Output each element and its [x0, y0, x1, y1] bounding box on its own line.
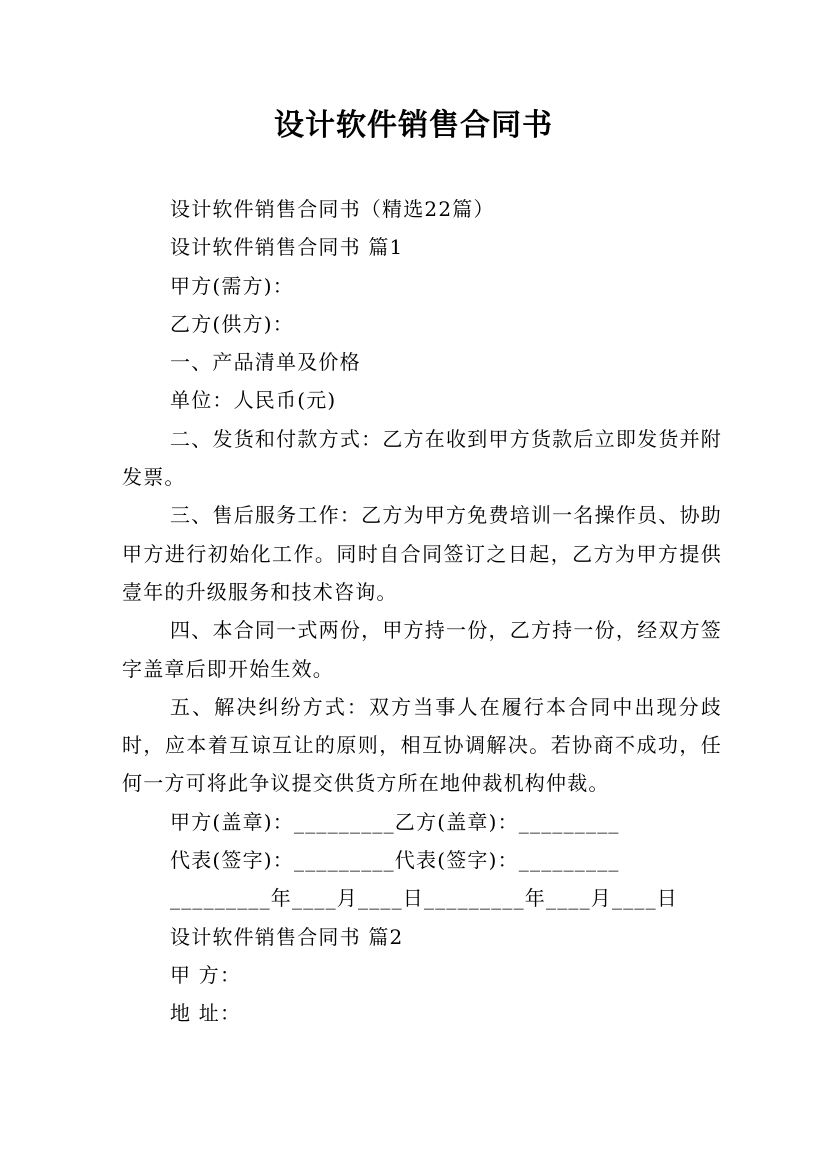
section-heading-2: 设计软件销售合同书 篇2 — [170, 924, 404, 949]
party-a-line-2: 甲 方： — [170, 962, 242, 987]
date-line: _________年____月____日_________年____月____日 — [170, 886, 678, 911]
subtitle-line: 设计软件销售合同书（精选22篇） — [170, 197, 495, 221]
clause-4-paragraph: 四、本合同一式两份，甲方持一份，乙方持一份，经双方签字盖章后即开始生效。 — [122, 618, 722, 681]
party-a-line: 甲方(需方)： — [170, 273, 295, 298]
document-body — [122, 190, 722, 1033]
clause-1-heading: 一、产品清单及价格 — [170, 350, 361, 375]
seal-line: 甲方(盖章)：_________乙方(盖章)：_________ — [170, 809, 620, 834]
party-b-line: 乙方(供方)： — [170, 311, 295, 336]
signature-line: 代表(签字)：_________代表(签字)：_________ — [170, 848, 620, 873]
clause-5-paragraph: 五、解决纠纷方式：双方当事人在履行本合同中出现分歧时，应本着互谅互让的原则，相互协调解决。若协商不成功，任何一方可将此争议提交供货方所在地仲裁机构仲裁。 — [122, 694, 722, 796]
address-line: 地 址： — [170, 1001, 242, 1026]
currency-unit-line: 单位：人民币(元) — [170, 388, 337, 413]
clause-3-paragraph: 三、售后服务工作：乙方为甲方免费培训一名操作员、协助甲方进行初始化工作。同时自合同签订之日起，乙方为甲方提供壹年的升级服务和技术咨询。 — [122, 503, 722, 604]
section-heading: 设计软件销售合同书 篇1 — [170, 235, 404, 260]
clause-2-paragraph: 二、发货和付款方式：乙方在收到甲方货款后立即发货并附发票。 — [122, 426, 722, 490]
document-title: 设计软件销售合同书 — [274, 108, 553, 143]
